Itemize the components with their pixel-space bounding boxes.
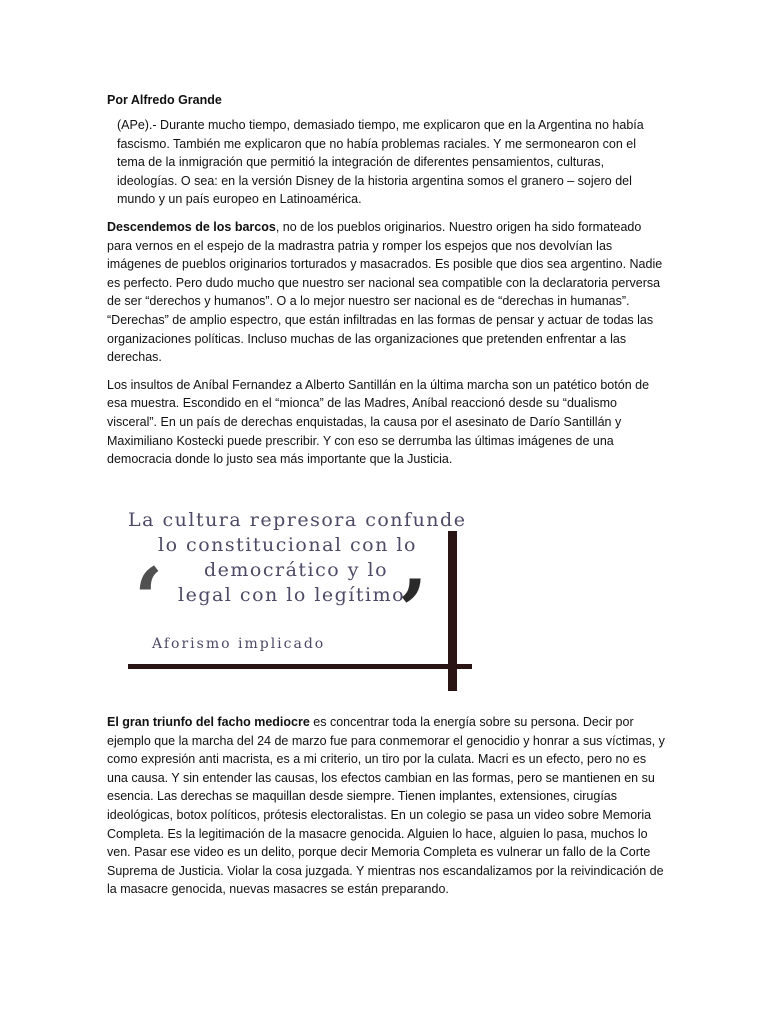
article-body — [107, 91, 665, 478]
quote-image — [120, 505, 472, 691]
quote-line-2: lo constitucional con lo — [158, 534, 417, 556]
quote-line-1: La cultura represora confunde — [128, 509, 467, 531]
quote-line-3: democrático y lo — [204, 559, 389, 581]
quote-line-4: legal con lo legítimo — [178, 584, 406, 606]
article-continuation — [107, 713, 665, 908]
open-quote-mark: ‘ — [134, 549, 164, 648]
byline: Por Alfredo Grande — [107, 93, 222, 107]
quote-source: Aforismo implicado — [152, 636, 326, 652]
paragraph-barcos — [107, 218, 665, 367]
paragraph-text: , no de los pueblos originarios. Nuestro origen ha sido formateado para vernos en el espejo de la madrastra patria y romper los espejos que nos devolvían las imágenes de pueblos originarios torturados y masacrados. Es posible que dios sea argentino. Nadie es perfecto. Pero dudo mucho que nuestro ser nacional sea compatible con la declaratoria perversa de ser “derechos y humanos”. O a lo mejor nuestro ser nacional es de “derechas in humanas”. “Derechas” de amplio espectro, que están infiltradas en las formas de pensar y actuar de todas las organizaciones políticas. Incluso muchas de las organizaciones que pretenden enfrentar a las derechas. — [107, 219, 663, 365]
paragraph-text: es concentrar toda la energía sobre su persona. Decir por ejemplo que la marcha del 24 de marzo fue para conmemorar el genocidio y honrar a sus víctimas, y como expresión anti macrista, es a mi criterio, un tiro por la culata. Macri es un efecto, pero no es una causa. Y sin entender las causas, los efectos cambian en las formas, pero se mantienen en su esencia. Las derechas se maquillan desde siempre. Tienen implantes, extensiones, cirugías ideológicas, botox políticos, prótesis electoralistas. En un colegio se pasa un video sobre Memoria Completa. Es la legitimación de la masacre genocida. Alguien lo hace, alguien lo pasa, muchos lo ven. Pasar ese video es un delito, porque decir Memoria Completa es vulnerar un fallo de la Corte Suprema de Justicia. Violar la cosa juzgada. Y mientras nos escandalizamos por la reivindicación de la masacre genocida, nuevas masacres se están preparando. — [107, 715, 665, 897]
horizontal-bar — [128, 664, 472, 669]
close-quote-mark: ’ — [398, 561, 428, 660]
paragraph-intro: (APe).- Durante mucho tiempo, demasiado tiempo, me explicaron que en la Argentina no había fascismo. También me explicaron que no había problemas raciales. Y me sermonearon con el tema de la inmigración que permitió la integración de diferentes pensamientos, culturas, ideologías. O sea: en la versión Disney de la historia argentina somos el granero – sojero del mundo y un país europeo en Latinoamérica. — [117, 118, 644, 207]
paragraph-lead: El gran triunfo del facho mediocre — [107, 715, 310, 729]
paragraph-lead: Descendemos de los barcos — [107, 219, 276, 234]
paragraph-insultos: Los insultos de Aníbal Fernandez a Alberto Santillán en la última marcha son un patético botón de esa muestra. Escondido en el “mionca” de las Madres, Aníbal reaccionó desde su “dualismo visceral”. En un país de derechas enquistadas, la causa por el asesinato de Darío Santillán y Maximiliano Kostecki puede prescribir. Y con eso se derrumba las últimas imágenes de una democracia donde lo justo sea más importante que la Justicia. — [107, 377, 650, 467]
paragraph-facho — [107, 713, 665, 899]
